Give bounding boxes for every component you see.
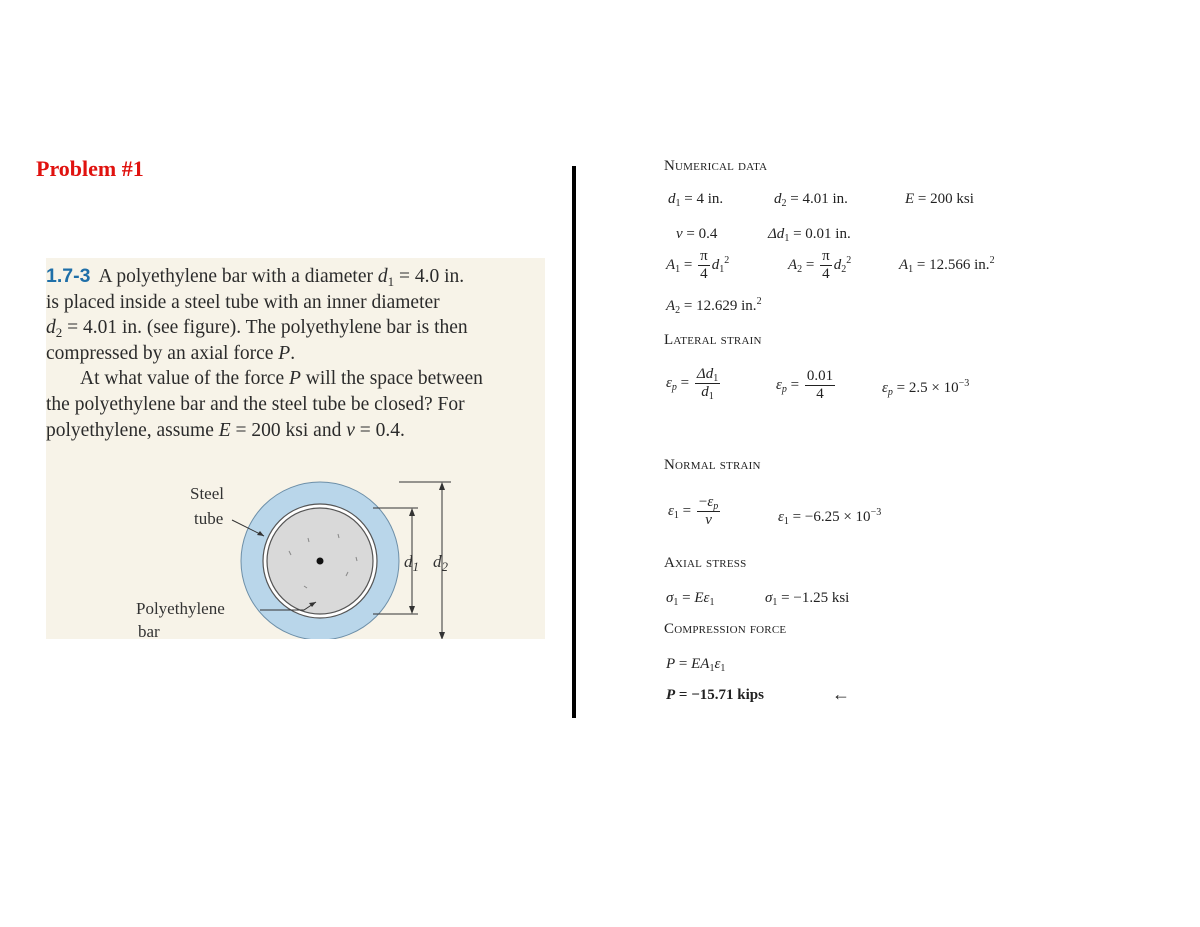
problem-line: polyethylene, assume: [46, 419, 214, 441]
vertical-divider: [572, 166, 576, 718]
A1-value: $A_1 = 12.566$ in.$^2$: [899, 255, 995, 275]
problem-line: = 4.0 in.: [399, 266, 465, 287]
axial-stress-heading: Axial stress: [664, 555, 747, 571]
steel-label: Steel: [190, 484, 224, 503]
lateral-strain-substitution: $\varepsilon_p$ = $\frac{0.01}{4}$: [776, 368, 834, 402]
numerical-data-heading: Numerical data: [664, 158, 768, 174]
answer-arrow-icon: ←: [832, 684, 850, 704]
problem-line: the polyethylene bar and the steel tube be closed? For: [46, 393, 465, 415]
axial-stress-value: $\sigma_1 = -1.25$ ksi: [765, 590, 850, 608]
cross-section-figure: [46, 258, 545, 639]
problem-line: is placed inside a steel tube with an inner diameter: [46, 291, 440, 313]
E-value: E = 200 ksi: [905, 191, 974, 207]
problem-line: = 4.01 in. (see figure). The polyethylene bar is then: [67, 317, 468, 339]
center-dot: [317, 558, 324, 565]
normal-strain-formula: $\varepsilon_1$ = $\frac{-\varepsilon_p}{\nu}$: [668, 494, 719, 528]
A2-formula: $A_2$ = $\frac{\pi}{4}$ $d_2^2$: [788, 248, 852, 282]
A1-formula: $A_1$ = $\frac{\pi}{4}$ $d_1^2$: [666, 248, 730, 282]
axial-stress-formula: $\sigma_1 = E\varepsilon_1$: [666, 590, 715, 608]
problem-panel: [46, 258, 545, 639]
problem-line: = 0.4.: [359, 419, 405, 441]
d2-label: $d_2$: [433, 552, 448, 574]
compression-force-heading: Compression force: [664, 621, 787, 637]
force-value: P = −15.71 kips: [666, 687, 764, 703]
lateral-strain-value: $\varepsilon_p = 2.5 \times 10^{-3}$: [882, 378, 970, 398]
d2-value: $d_2 = 4.01$ in.: [774, 191, 848, 209]
problem-title: Problem #1: [36, 156, 144, 181]
d1-label: $d_1$: [404, 552, 419, 574]
force-formula: $P = EA_1\varepsilon_1$: [666, 656, 726, 674]
problem-line: At what value of the force: [80, 368, 285, 390]
problem-line: will the space between: [305, 368, 483, 390]
problem-statement: 1.7-3 A polyethylene bar with a diameter $d_1 = 4.0$ in. is placed inside a steel tube with an inner diameter $d_2 = 4.01$ in. (see figure). The polyethylene bar is then compressed by an axial force P. At what value of the force P will the space between the polyethylene bar and the steel tube be closed? For polyethylene, assume E = 200 ksi and ν = 0.4.: [46, 264, 545, 443]
normal-strain-heading: Normal strain: [664, 457, 761, 473]
lateral-strain-heading: Lateral strain: [664, 332, 762, 348]
polyethylene-label: Polyethylene: [136, 599, 225, 618]
problem-line: = 200 ksi and: [235, 419, 342, 441]
delta-d1-value: $\Delta d_1 = 0.01$ in.: [768, 226, 851, 244]
d1-value: $d_1 = 4$ in.: [668, 191, 724, 209]
problem-number: 1.7-3: [46, 265, 91, 287]
problem-line: compressed by an axial force: [46, 342, 274, 364]
nu-value: ν = 0.4: [676, 226, 718, 242]
normal-strain-value: $\varepsilon_1 = -6.25 \times 10^{-3}$: [778, 507, 882, 527]
bar-label: bar: [138, 622, 160, 641]
tube-label: tube: [194, 509, 224, 528]
lateral-strain-formula: $\varepsilon_p$ = $\frac{\Delta d_1}{d_1}$: [666, 366, 719, 402]
problem-line: A polyethylene bar with a diameter: [98, 266, 373, 287]
A2-value: $A_2 = 12.629$ in.$^2$: [666, 296, 762, 316]
